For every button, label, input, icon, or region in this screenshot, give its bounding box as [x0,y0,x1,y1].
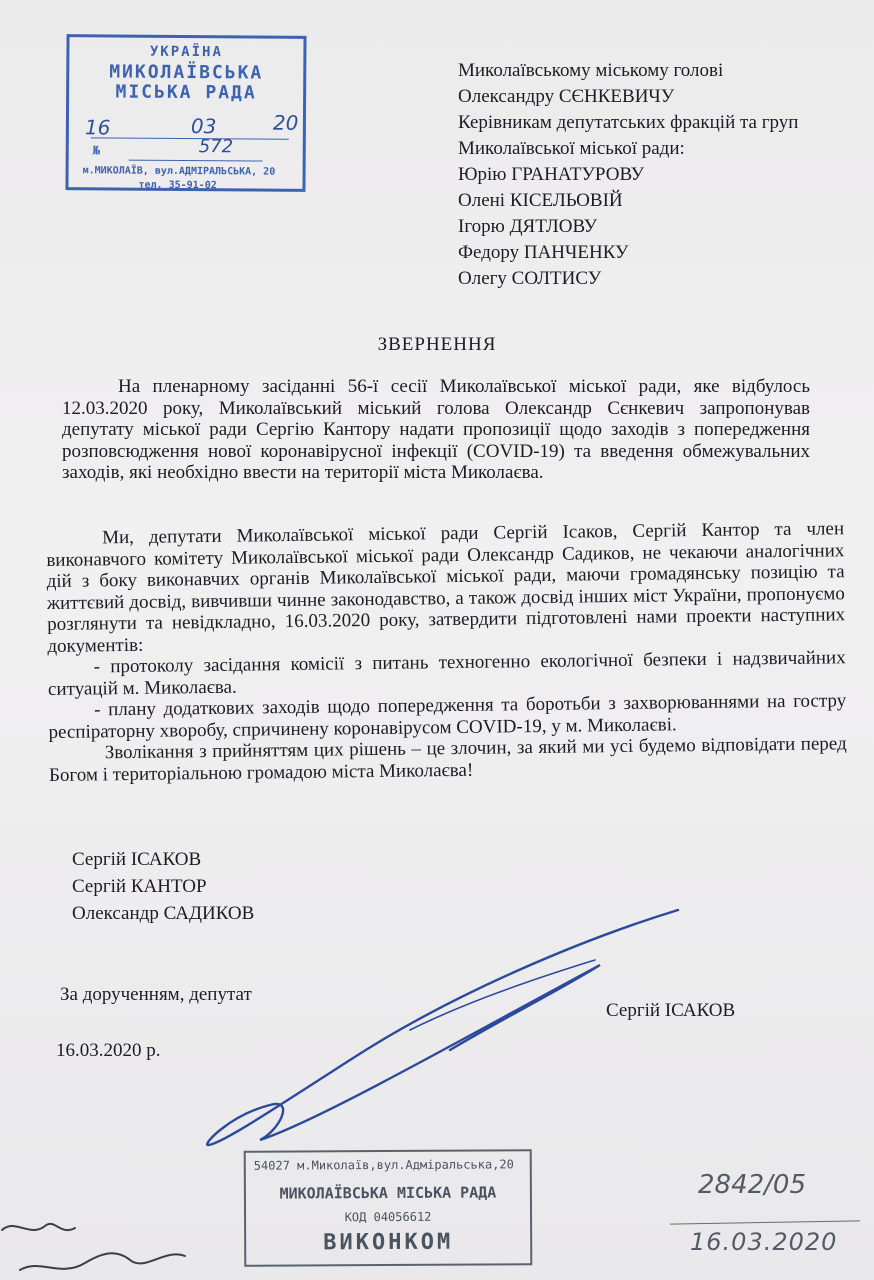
document-title: ЗВЕРНЕННЯ [377,334,497,355]
addressee-person: Ігорю ДЯТЛОВУ [458,216,598,237]
signatory-name: Сергій ІСАКОВ [606,1000,736,1021]
paragraph-intro: На пленарному засіданні 56-ї сесії Миколаївської міської ради, яке відбулось 12.03.2020 року, Миколаївський міський голова Олександр Сєнкевич запропонував депутату міської ради Сергію Кантору надати пропозиції щодо заходів з попередження розповсюдження нової коронавірусної інфекції (COVID-19) та введення обмежувальних заходів, які необхідно ввести на території міста Миколаєва. [62,376,810,483]
signer-name: Сергій КАНТОР [72,876,207,897]
stamp-bottom-address: 54027 м.Миколаїв,вул.Адміральська,20 [253,1157,514,1173]
addressee-person: Олені КІСЕЛЬОВІЙ [458,190,623,211]
bullet-item: - протоколу засідання комісії з питань техногенно екологічної безпеки і надзвичайних ситуацій м. Миколаєва. [47,647,846,700]
executive-committee-stamp [244,1149,533,1267]
stamp-bottom-dept: ВИКОНКОМ [323,1229,454,1256]
stamp-number-line [129,160,263,162]
body-block [46,518,847,786]
paragraph-warning: Зволікання з прийняттям цих рішень – це злочин, за який ми усі будемо відповідати перед Богом і територіальною громадою міста Миколаєва! [48,733,847,786]
stamp-number: 572 [198,136,234,158]
registration-number: 2842/05 [698,1170,807,1200]
stamp-country: УКРАЇНА [149,43,223,61]
bullet-item: - плану додаткових заходів щодо попередження та боротьби з захворюваннями на гостру респіраторну хворобу, спричинену коронавірусом COVID-19, у м. Миколаєві. [48,690,847,743]
paragraph-proposal: Ми, депутати Миколаївської міської ради Сергій Ісаков, Сергій Кантор та член виконавчого комітету Миколаївської міської ради Олександр Садиков, не чекаючи аналогічних дій з боку виконавчих органів Миколаївської міської ради, маючи громадянську позицію та життєвий досвід, вивчивши чинне законодавство, а також досвід інших міст України, пропонуємо розглянути та невідкладно, 16.03.2020 року, затвердити підготовлені нами проекти наступних документів: [46,518,846,657]
stamp-year: 20 [272,110,299,135]
addressee-line: Керівникам депутатських фракцій та груп [458,112,799,133]
document-date: 16.03.2020 р. [56,1040,161,1061]
registration-date: 16.03.2020 [690,1228,838,1256]
addressee-person: Юрію ГРАНАТУРОВУ [458,164,645,185]
addressees-block [458,58,798,292]
registration-line [670,1220,860,1224]
stamp-phone: тел. 35-91-02 [138,179,217,192]
stamp-day: 16 [84,115,111,140]
addressee-line: Миколаївської міської ради: [458,138,685,159]
signer-name: Олександр САДИКОВ [72,903,255,924]
addressee-person: Федору ПАНЧЕНКУ [458,242,629,263]
addressee-line: Олександру СЄНКЕВИЧУ [458,86,675,107]
stamp-council: МІСЬКА РАДА [115,81,257,104]
stamp-date-line [91,137,289,139]
stamp-month: 03 [190,114,217,139]
corner-scribble [0,1208,200,1280]
registration-stamp [65,34,306,192]
stamp-address: м.МИКОЛАЇВ, вул.АДМІРАЛЬСЬКА, 20 [82,165,276,178]
on-behalf-label: За дорученням, депутат [60,984,252,1005]
signer-name: Сергій ІСАКОВ [72,849,202,870]
stamp-bottom-code: КОД 04056612 [344,1209,432,1225]
addressee-person: Олегу СОЛТИСУ [458,268,602,289]
addressee-line: Миколаївському міському голові [458,60,724,81]
stamp-bottom-org: МИКОЛАЇВСЬКА МІСЬКА РАДА [279,1183,497,1203]
stamp-city: МИКОЛАЇВСЬКА [109,61,264,84]
stamp-number-label: № [92,143,101,158]
handwritten-signature [200,900,690,1160]
